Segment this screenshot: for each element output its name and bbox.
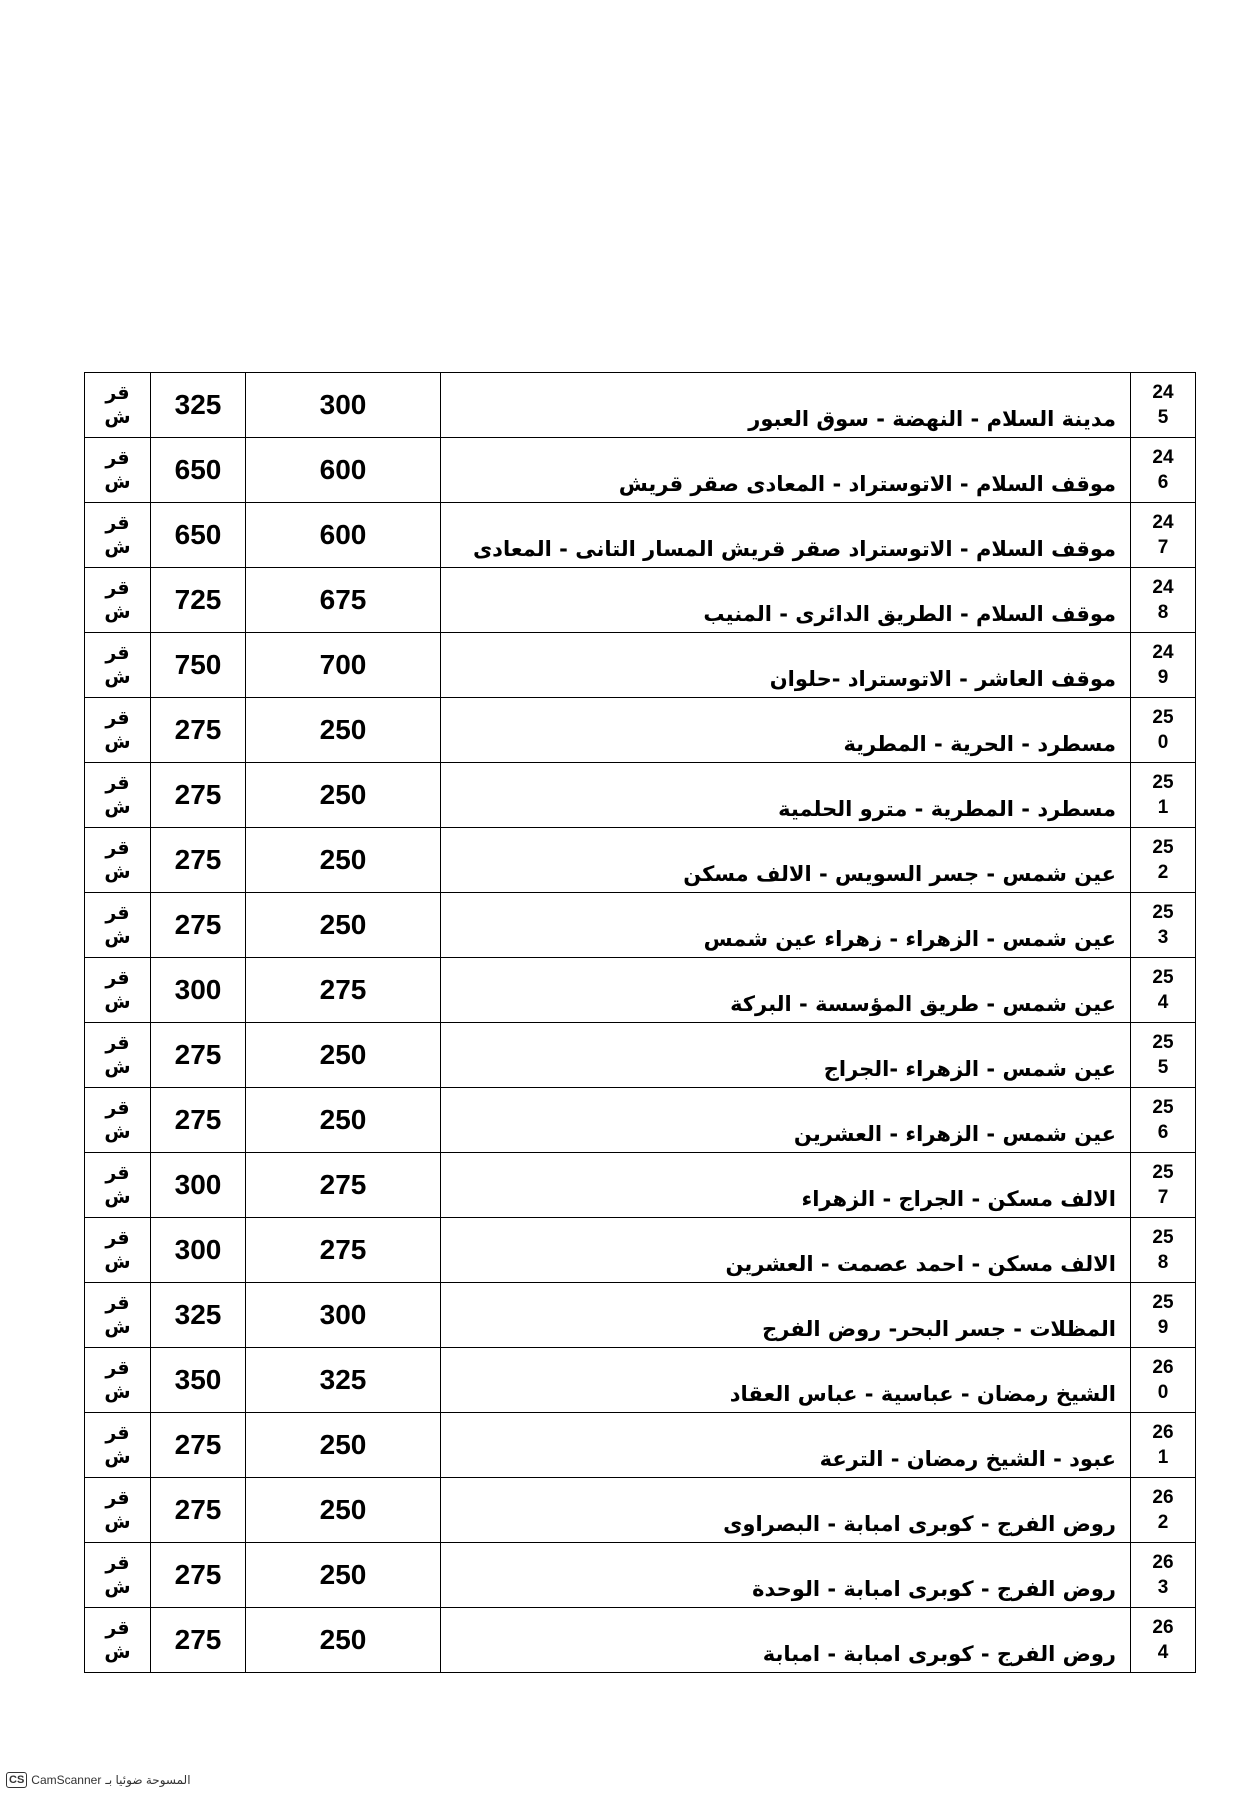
new-price-cell: 325: [151, 373, 246, 438]
old-price-cell: 250: [246, 893, 441, 958]
currency-unit-bottom: ش: [104, 601, 131, 623]
new-price-cell: 650: [151, 438, 246, 503]
currency-unit-top: قر: [105, 902, 130, 924]
line-number-cell: [1131, 633, 1196, 698]
route-cell: روض الفرج - كوبرى امبابة - الوحدة: [441, 1543, 1131, 1608]
currency-unit-cell: [85, 1608, 151, 1673]
route-cell: روض الفرج - كوبرى امبابة - امبابة: [441, 1608, 1131, 1673]
currency-unit-bottom: ش: [104, 861, 131, 883]
old-price-cell: 250: [246, 698, 441, 763]
currency-unit-bottom: ش: [104, 1121, 131, 1143]
line-number-bottom: 7: [1157, 537, 1169, 558]
table-row: [85, 633, 1196, 698]
line-number-top: 25: [1152, 1032, 1174, 1053]
currency-unit-top: قر: [105, 1552, 130, 1574]
route-cell: المظلات - جسر البحر- روض الفرج: [441, 1283, 1131, 1348]
old-price-cell: 250: [246, 1413, 441, 1478]
route-cell: موقف السلام - الاتوستراد صقر قريش المسار التانى - المعادى: [441, 503, 1131, 568]
currency-unit-bottom: ش: [104, 1251, 131, 1273]
new-price-cell: 275: [151, 1088, 246, 1153]
camscanner-stamp: [6, 1772, 191, 1788]
old-price-cell: 250: [246, 763, 441, 828]
currency-unit-bottom: ش: [104, 1511, 131, 1533]
route-cell: عبود - الشيخ رمضان - الترعة: [441, 1413, 1131, 1478]
line-number-top: 25: [1152, 967, 1174, 988]
currency-unit-cell: [85, 1283, 151, 1348]
currency-unit-cell: [85, 1153, 151, 1218]
currency-unit-cell: [85, 438, 151, 503]
old-price-cell: 600: [246, 503, 441, 568]
currency-unit-cell: [85, 763, 151, 828]
currency-unit-top: قر: [105, 1357, 130, 1379]
line-number-cell: [1131, 373, 1196, 438]
line-number-cell: [1131, 828, 1196, 893]
line-number-bottom: 0: [1157, 1382, 1169, 1403]
currency-unit-cell: [85, 1478, 151, 1543]
old-price-cell: 250: [246, 1543, 441, 1608]
line-number-top: 26: [1152, 1422, 1174, 1443]
currency-unit-top: قر: [105, 772, 130, 794]
line-number-top: 25: [1152, 1097, 1174, 1118]
currency-unit-top: قر: [105, 577, 130, 599]
currency-unit-bottom: ش: [104, 1056, 131, 1078]
new-price-cell: 325: [151, 1283, 246, 1348]
line-number-top: 25: [1152, 902, 1174, 923]
line-number-bottom: 9: [1157, 1317, 1169, 1338]
old-price-cell: 300: [246, 373, 441, 438]
line-number-bottom: 7: [1157, 1187, 1169, 1208]
currency-unit-bottom: ش: [104, 1641, 131, 1663]
camscanner-label: CamScanner: [31, 1773, 102, 1787]
line-number-cell: [1131, 1153, 1196, 1218]
currency-unit-top: قر: [105, 447, 130, 469]
line-number-cell: [1131, 1283, 1196, 1348]
new-price-cell: 275: [151, 1543, 246, 1608]
new-price-cell: 750: [151, 633, 246, 698]
currency-unit-top: قر: [105, 967, 130, 989]
currency-unit-cell: [85, 698, 151, 763]
old-price-cell: 300: [246, 1283, 441, 1348]
old-price-cell: 675: [246, 568, 441, 633]
new-price-cell: 275: [151, 763, 246, 828]
old-price-cell: 700: [246, 633, 441, 698]
table-row: [85, 1478, 1196, 1543]
line-number-cell: [1131, 1413, 1196, 1478]
old-price-cell: 250: [246, 828, 441, 893]
table-row: [85, 438, 1196, 503]
route-cell: الالف مسكن - الجراج - الزهراء: [441, 1153, 1131, 1218]
currency-unit-bottom: ش: [104, 666, 131, 688]
line-number-cell: [1131, 763, 1196, 828]
currency-unit-top: قر: [105, 707, 130, 729]
line-number-bottom: 4: [1157, 992, 1169, 1013]
currency-unit-top: قر: [105, 512, 130, 534]
currency-unit-cell: [85, 1413, 151, 1478]
currency-unit-bottom: ش: [104, 471, 131, 493]
currency-unit-bottom: ش: [104, 406, 131, 428]
table-row: [85, 1608, 1196, 1673]
line-number-bottom: 0: [1157, 732, 1169, 753]
currency-unit-bottom: ش: [104, 1446, 131, 1468]
new-price-cell: 275: [151, 828, 246, 893]
line-number-cell: [1131, 568, 1196, 633]
currency-unit-cell: [85, 633, 151, 698]
route-cell: مسطرد - الحرية - المطرية: [441, 698, 1131, 763]
old-price-cell: 275: [246, 1153, 441, 1218]
scanned-with-label: المسوحة ضوئيا بـ: [105, 1773, 191, 1787]
route-cell: عين شمس - جسر السويس - الالف مسكن: [441, 828, 1131, 893]
route-cell: عين شمس - الزهراء - زهراء عين شمس: [441, 893, 1131, 958]
line-number-top: 26: [1152, 1617, 1174, 1638]
table-row: [85, 1088, 1196, 1153]
new-price-cell: 350: [151, 1348, 246, 1413]
line-number-bottom: 2: [1157, 1512, 1169, 1533]
old-price-cell: 325: [246, 1348, 441, 1413]
currency-unit-top: قر: [105, 382, 130, 404]
currency-unit-cell: [85, 893, 151, 958]
currency-unit-bottom: ش: [104, 1186, 131, 1208]
route-cell: مسطرد - المطرية - مترو الحلمية: [441, 763, 1131, 828]
old-price-cell: 275: [246, 1218, 441, 1283]
line-number-cell: [1131, 1543, 1196, 1608]
new-price-cell: 275: [151, 1413, 246, 1478]
currency-unit-cell: [85, 1218, 151, 1283]
new-price-cell: 275: [151, 1023, 246, 1088]
line-number-bottom: 9: [1157, 667, 1169, 688]
line-number-top: 25: [1152, 772, 1174, 793]
table-row: [85, 1413, 1196, 1478]
route-cell: الالف مسكن - احمد عصمت - العشرين: [441, 1218, 1131, 1283]
table-row: [85, 1023, 1196, 1088]
table-row: [85, 373, 1196, 438]
line-number-top: 25: [1152, 837, 1174, 858]
table-row: [85, 568, 1196, 633]
line-number-bottom: 3: [1157, 1577, 1169, 1598]
new-price-cell: 275: [151, 1478, 246, 1543]
old-price-cell: 250: [246, 1478, 441, 1543]
currency-unit-bottom: ش: [104, 1381, 131, 1403]
route-cell: مدينة السلام - النهضة - سوق العبور: [441, 373, 1131, 438]
route-cell: عين شمس - الزهراء -الجراج: [441, 1023, 1131, 1088]
old-price-cell: 250: [246, 1608, 441, 1673]
line-number-bottom: 4: [1157, 1642, 1169, 1663]
route-cell: روض الفرج - كوبرى امبابة - البصراوى: [441, 1478, 1131, 1543]
line-number-bottom: 1: [1157, 797, 1169, 818]
table-row: [85, 958, 1196, 1023]
fare-table: [84, 372, 1196, 1673]
currency-unit-cell: [85, 373, 151, 438]
new-price-cell: 300: [151, 958, 246, 1023]
new-price-cell: 300: [151, 1153, 246, 1218]
line-number-top: 24: [1152, 447, 1174, 468]
route-cell: عين شمس - طريق المؤسسة - البركة: [441, 958, 1131, 1023]
line-number-top: 25: [1152, 707, 1174, 728]
table-row: [85, 763, 1196, 828]
new-price-cell: 275: [151, 1608, 246, 1673]
currency-unit-top: قر: [105, 1097, 130, 1119]
table-row: [85, 1543, 1196, 1608]
currency-unit-cell: [85, 828, 151, 893]
table-row: [85, 698, 1196, 763]
currency-unit-cell: [85, 1023, 151, 1088]
currency-unit-bottom: ش: [104, 536, 131, 558]
currency-unit-bottom: ش: [104, 926, 131, 948]
line-number-bottom: 6: [1157, 472, 1169, 493]
line-number-cell: [1131, 1348, 1196, 1413]
line-number-top: 24: [1152, 642, 1174, 663]
table-row: [85, 828, 1196, 893]
currency-unit-top: قر: [105, 1292, 130, 1314]
table-row: [85, 1218, 1196, 1283]
camscanner-logo-icon: CS: [6, 1772, 27, 1788]
new-price-cell: 275: [151, 698, 246, 763]
route-cell: موقف السلام - الاتوستراد - المعادى صقر قريش: [441, 438, 1131, 503]
table-row: [85, 503, 1196, 568]
currency-unit-bottom: ش: [104, 731, 131, 753]
line-number-cell: [1131, 958, 1196, 1023]
line-number-bottom: 6: [1157, 1122, 1169, 1143]
line-number-bottom: 1: [1157, 1447, 1169, 1468]
new-price-cell: 300: [151, 1218, 246, 1283]
table-row: [85, 1283, 1196, 1348]
route-cell: موقف السلام - الطريق الدائرى - المنيب: [441, 568, 1131, 633]
new-price-cell: 725: [151, 568, 246, 633]
currency-unit-top: قر: [105, 1032, 130, 1054]
line-number-bottom: 5: [1157, 407, 1169, 428]
new-price-cell: 650: [151, 503, 246, 568]
currency-unit-cell: [85, 568, 151, 633]
line-number-top: 24: [1152, 512, 1174, 533]
line-number-bottom: 3: [1157, 927, 1169, 948]
old-price-cell: 250: [246, 1088, 441, 1153]
currency-unit-cell: [85, 1348, 151, 1413]
line-number-top: 26: [1152, 1487, 1174, 1508]
currency-unit-bottom: ش: [104, 1576, 131, 1598]
line-number-cell: [1131, 1023, 1196, 1088]
currency-unit-bottom: ش: [104, 991, 131, 1013]
line-number-bottom: 5: [1157, 1057, 1169, 1078]
currency-unit-top: قر: [105, 1227, 130, 1249]
currency-unit-cell: [85, 503, 151, 568]
line-number-cell: [1131, 438, 1196, 503]
table-row: [85, 893, 1196, 958]
currency-unit-top: قر: [105, 642, 130, 664]
currency-unit-bottom: ش: [104, 1316, 131, 1338]
new-price-cell: 275: [151, 893, 246, 958]
line-number-cell: [1131, 503, 1196, 568]
line-number-top: 24: [1152, 577, 1174, 598]
currency-unit-cell: [85, 1543, 151, 1608]
old-price-cell: 275: [246, 958, 441, 1023]
route-cell: عين شمس - الزهراء - العشرين: [441, 1088, 1131, 1153]
old-price-cell: 250: [246, 1023, 441, 1088]
old-price-cell: 600: [246, 438, 441, 503]
fare-table-body: [85, 373, 1196, 1673]
currency-unit-cell: [85, 1088, 151, 1153]
line-number-top: 26: [1152, 1357, 1174, 1378]
line-number-top: 26: [1152, 1552, 1174, 1573]
line-number-top: 25: [1152, 1227, 1174, 1248]
line-number-bottom: 2: [1157, 862, 1169, 883]
currency-unit-top: قر: [105, 1487, 130, 1509]
line-number-top: 24: [1152, 382, 1174, 403]
line-number-bottom: 8: [1157, 1252, 1169, 1273]
line-number-cell: [1131, 698, 1196, 763]
table-row: [85, 1153, 1196, 1218]
line-number-cell: [1131, 1088, 1196, 1153]
line-number-cell: [1131, 1608, 1196, 1673]
route-cell: الشيخ رمضان - عباسية - عباس العقاد: [441, 1348, 1131, 1413]
currency-unit-top: قر: [105, 837, 130, 859]
line-number-bottom: 8: [1157, 602, 1169, 623]
route-cell: موقف العاشر - الاتوستراد -حلوان: [441, 633, 1131, 698]
line-number-cell: [1131, 1218, 1196, 1283]
line-number-top: 25: [1152, 1162, 1174, 1183]
currency-unit-top: قر: [105, 1422, 130, 1444]
table-row: [85, 1348, 1196, 1413]
line-number-cell: [1131, 893, 1196, 958]
currency-unit-cell: [85, 958, 151, 1023]
currency-unit-top: قر: [105, 1617, 130, 1639]
currency-unit-bottom: ش: [104, 796, 131, 818]
line-number-top: 25: [1152, 1292, 1174, 1313]
line-number-cell: [1131, 1478, 1196, 1543]
currency-unit-top: قر: [105, 1162, 130, 1184]
